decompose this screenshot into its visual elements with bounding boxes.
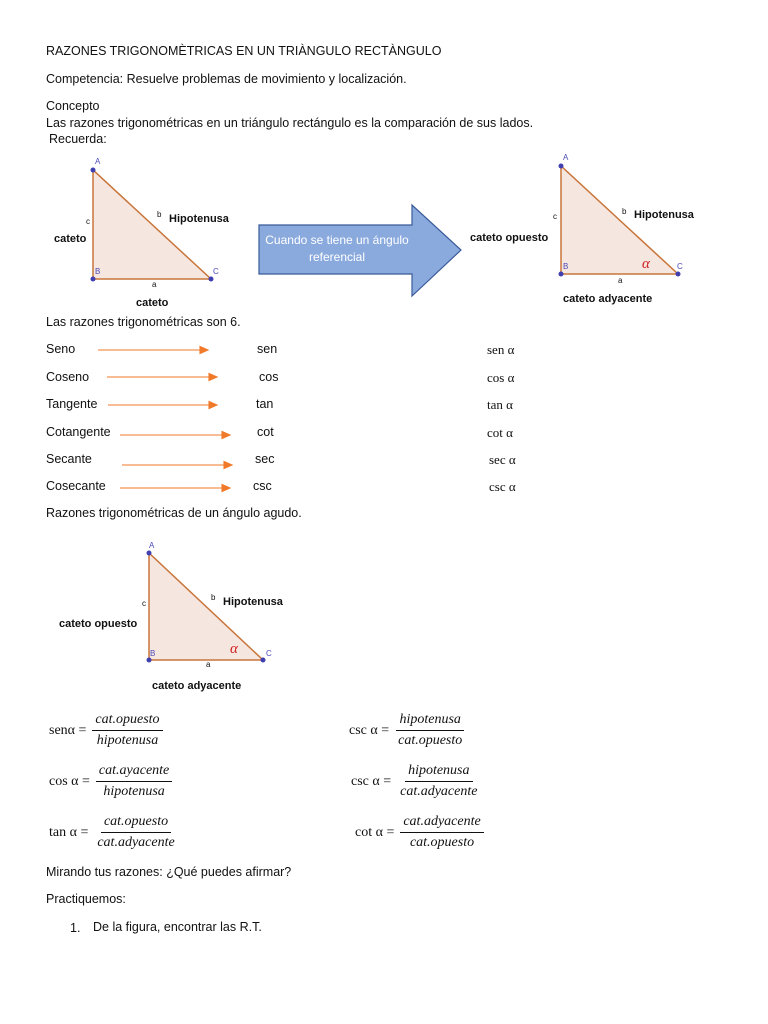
fig2-vertex-c: C	[677, 262, 683, 271]
ratio-abbr-sec: sec	[255, 452, 275, 466]
fig3-side-b: b	[211, 593, 216, 602]
ratio-name-secante: Secante	[46, 452, 92, 466]
concepto-text: Las razones trigonométricas en un triángulo rectángulo es la comparación de sus lados.	[46, 116, 534, 130]
ratio-name-cosecante: Cosecante	[46, 479, 106, 493]
vertex-c-dot-2	[676, 272, 681, 277]
vertex-a-dot-2	[559, 164, 564, 169]
formula-csc-2-den: cat.adyacente	[400, 784, 478, 799]
formula-csc-2-num: hipotenusa	[405, 763, 472, 782]
ratio-symbol-sen: sen α	[487, 342, 515, 357]
fig2-vertex-b: B	[563, 262, 569, 271]
formula-cos	[49, 763, 172, 800]
formula-cot	[355, 814, 484, 851]
fig1-hyp-label: Hipotenusa	[169, 213, 229, 225]
recuerda-text: Recuerda:	[49, 132, 107, 146]
vertex-c-dot-1	[209, 277, 214, 282]
fig2-hyp-label: Hipotenusa	[634, 209, 694, 221]
vertex-b-dot-2	[559, 272, 564, 277]
ratio-symbol-csc: csc α	[489, 479, 516, 494]
fig2-alpha-symbol: α	[642, 256, 650, 272]
formula-cot-lhs: cot α =	[355, 824, 395, 840]
ratio-symbol-cos: cos α	[487, 370, 515, 385]
formula-sen-num: cat.opuesto	[92, 712, 162, 731]
fig1-side-b: b	[157, 210, 162, 219]
ratio-name-tangente: Tangente	[46, 397, 98, 411]
formula-sen-lhs: senα =	[49, 722, 87, 738]
fig3-left-label: cateto opuesto	[59, 618, 138, 630]
vertex-b-dot-3	[147, 658, 152, 663]
fig3-side-a: a	[206, 660, 211, 669]
big-arrow-text: Cuando se tiene un ángulo referencial	[265, 233, 409, 265]
fig1-vertex-a: A	[95, 157, 101, 166]
ratio-symbol-tan: tan α	[487, 397, 513, 412]
fig2-left-label: cateto opuesto	[470, 232, 549, 244]
fig3-vertex-c: C	[266, 649, 272, 658]
practiquemos-heading: Practiquemos:	[46, 892, 126, 906]
fig1-side-a: a	[152, 280, 157, 289]
fig2-side-c: c	[553, 212, 557, 221]
ratio-abbr-csc: csc	[253, 479, 272, 493]
ratio-abbr-tan: tan	[256, 397, 274, 411]
fig3-vertex-a: A	[149, 541, 155, 550]
ratio-symbol-sec: sec α	[489, 452, 516, 467]
exercise-number: 1.	[70, 921, 81, 935]
formula-csc-2-lhs: csc α =	[351, 773, 392, 789]
formula-tan-den: cat.adyacente	[97, 835, 175, 850]
formula-csc-1-den: cat.opuesto	[398, 733, 463, 748]
fig3-alpha-symbol: α	[230, 641, 238, 657]
formula-tan-num: cat.opuesto	[101, 814, 171, 833]
vertex-a-dot-1	[91, 168, 96, 173]
fig2-bottom-label: cateto adyacente	[563, 293, 653, 305]
fig3-vertex-b: B	[150, 649, 156, 658]
fig1-bottom-label: cateto	[136, 297, 169, 309]
vertex-b-dot-1	[91, 277, 96, 282]
fig2-side-a: a	[618, 276, 623, 285]
fig2-vertex-a: A	[563, 153, 569, 162]
formula-cos-num: cat.ayacente	[96, 763, 172, 782]
vertex-a-dot-3	[147, 551, 152, 556]
ratio-abbr-cos: cos	[259, 370, 279, 384]
formula-sen	[49, 712, 163, 749]
fig2-side-b: b	[622, 207, 627, 216]
fig3-bottom-label: cateto adyacente	[152, 680, 242, 692]
fig1-side-c: c	[86, 217, 90, 226]
formula-tan	[49, 814, 178, 851]
concepto-heading: Concepto	[46, 99, 100, 113]
competencia-text: Competencia: Resuelve problemas de movimiento y localización.	[46, 72, 407, 86]
formula-cos-lhs: cos α =	[49, 773, 90, 789]
formula-csc-2	[351, 763, 480, 800]
razones-intro: Las razones trigonométricas son 6.	[46, 315, 241, 329]
formula-csc-1-num: hipotenusa	[396, 712, 463, 731]
fig3-side-c: c	[142, 599, 146, 608]
vertex-c-dot-3	[261, 658, 266, 663]
fig1-left-label: cateto	[54, 233, 87, 245]
fig1-vertex-c: C	[213, 267, 219, 276]
ratio-abbr-sen: sen	[257, 342, 278, 356]
fig3-hyp-label: Hipotenusa	[223, 596, 283, 608]
ratio-name-cotangente: Cotangente	[46, 425, 111, 439]
ratio-symbol-cot: cot α	[487, 425, 513, 440]
fig1-vertex-b: B	[95, 267, 101, 276]
list-arrows	[98, 347, 232, 492]
page-title: RAZONES TRIGONOMÈTRICAS EN UN TRIÀNGULO RECTÀNGULO	[46, 44, 442, 58]
mirando-question: Mirando tus razones: ¿Qué puedes afirmar?	[46, 865, 292, 879]
ratio-name-coseno: Coseno	[46, 370, 90, 384]
formula-cot-den: cat.opuesto	[409, 835, 475, 850]
formula-csc-1	[349, 712, 465, 749]
formula-cos-den: hipotenusa	[103, 784, 165, 799]
formula-cot-num: cat.adyacente	[400, 814, 483, 833]
ratio-name-seno: Seno	[46, 342, 76, 356]
formula-tan-lhs: tan α =	[49, 824, 89, 840]
formula-sen-den: hipotenusa	[96, 733, 159, 748]
agudo-heading: Razones trigonométricas de un ángulo agudo.	[46, 506, 302, 520]
formula-csc-1-lhs: csc α =	[349, 722, 390, 738]
ratio-abbr-cot: cot	[257, 425, 274, 439]
exercise-text: De la figura, encontrar las R.T.	[93, 920, 262, 934]
